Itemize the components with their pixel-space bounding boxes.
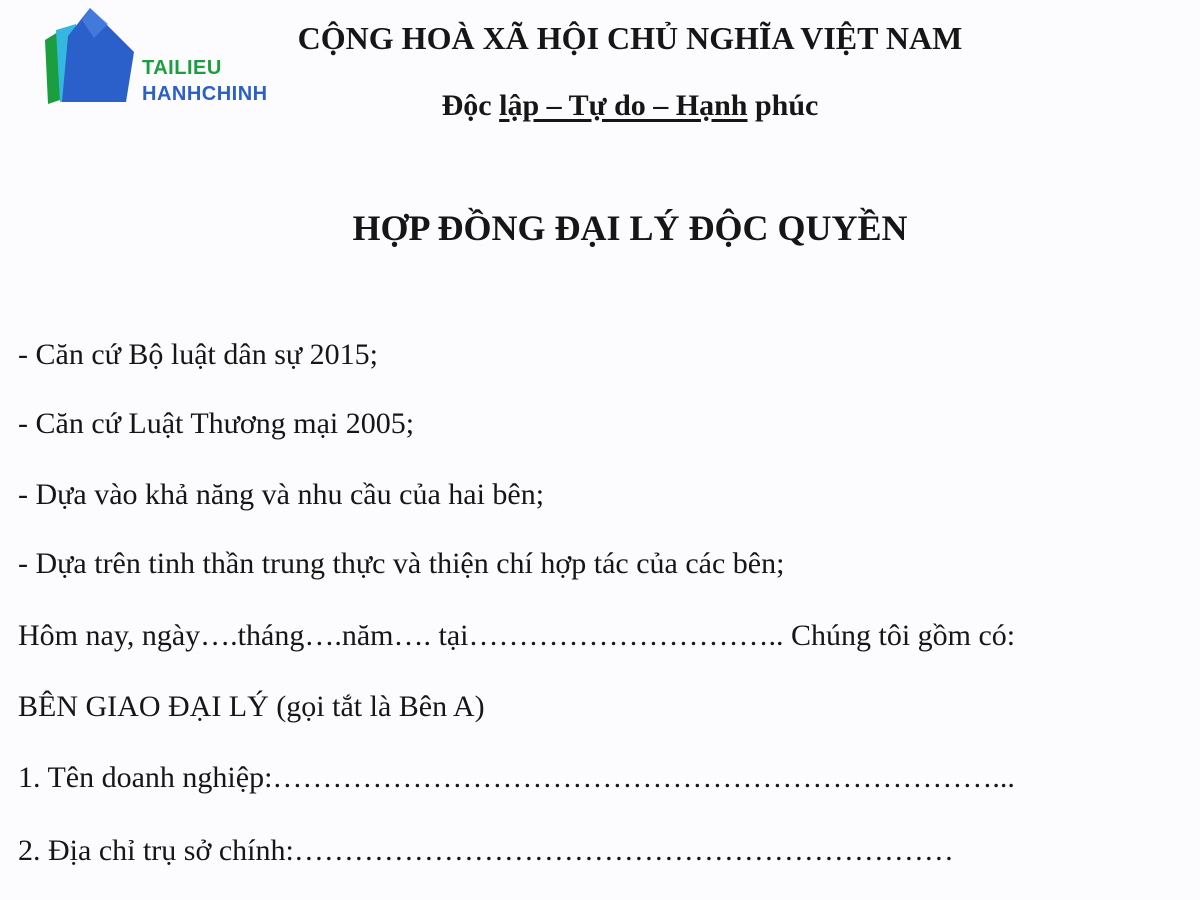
legal-basis-civil-code: - Căn cứ Bộ luật dân sự 2015;	[18, 338, 378, 371]
company-name-field: 1. Tên doanh nghiệp:………………………………………………………………...	[18, 761, 1015, 794]
logo-text-hanhchinh: HANHCHINH	[142, 83, 268, 105]
motto-part-3: phúc	[747, 89, 819, 122]
motto-part-1: Độc	[441, 89, 500, 122]
contract-title: HỢP ĐỒNG ĐẠI LÝ ĐỘC QUYỀN	[352, 208, 908, 248]
basis-capacity-needs: - Dựa vào khả năng và nhu cầu của hai bên;	[18, 478, 545, 511]
motto-part-2: lập – Tự do – Hạnh	[499, 89, 748, 122]
legal-basis-commercial-law: - Căn cứ Luật Thương mại 2005;	[18, 407, 415, 440]
logo-book-icon	[42, 8, 142, 108]
national-title: CỘNG HOÀ XÃ HỘI CHỦ NGHĨA VIỆT NAM	[297, 20, 963, 56]
logo-text-tailieu: TAILIEU	[142, 57, 222, 79]
date-place-line: Hôm nay, ngày….tháng….năm…. tại………………………….. Chúng tôi gồm có:	[18, 619, 1016, 652]
party-a-heading: BÊN GIAO ĐẠI LÝ (gọi tắt là Bên A)	[18, 690, 485, 723]
head-office-address-field: 2. Địa chỉ trụ sở chính:…………………………………………………………	[18, 834, 954, 867]
basis-good-faith: - Dựa trên tinh thần trung thực và thiện chí hợp tác của các bên;	[18, 547, 785, 580]
national-motto	[180, 86, 1080, 126]
